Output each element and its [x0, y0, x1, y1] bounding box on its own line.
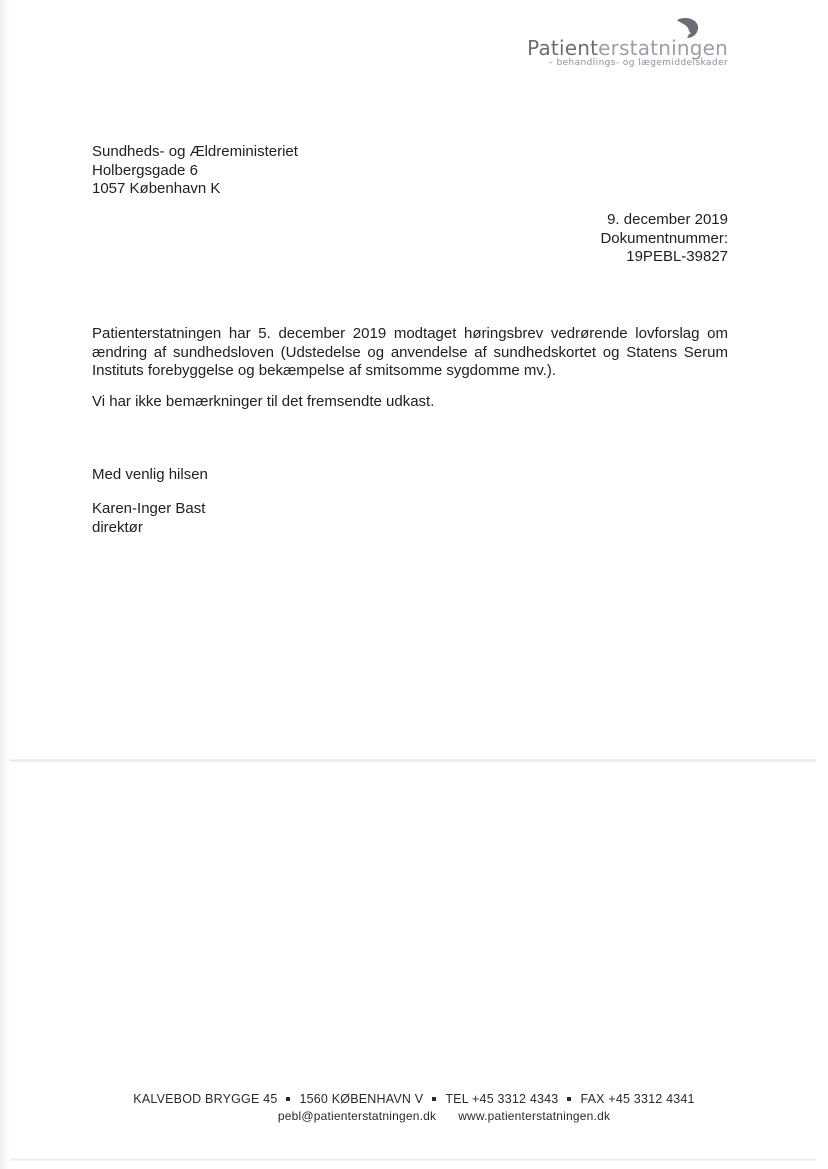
signer-title: direktør [92, 518, 143, 536]
footer-postal: 1560 KØBENHAVN V [299, 1092, 424, 1106]
recipient-address [92, 143, 298, 199]
bullet-separator-icon [286, 1097, 290, 1101]
logo-tagline: – behandlings- og lægemiddelskader [548, 58, 728, 68]
footer-email: pebl@patienterstatningen.dk [277, 1109, 437, 1123]
recipient-street: Holbergsgade 6 [92, 161, 198, 179]
letter-body [92, 325, 728, 423]
body-paragraph: Patienterstatningen har 5. december 2019 modtaget høringsbrev vedrørende lovforslag om ændring af sundhedsloven (Udstedelse og anvendelse af sundhedskortet og Statens Serum Instituts forebyggelse og bekæmpelse af smitsomme sygdomme mv.). [92, 325, 728, 379]
letter-date: 9. december 2019 [607, 211, 728, 228]
footer-phone: TEL +45 3312 4343 [445, 1092, 559, 1106]
footer-contact-line [0, 1092, 828, 1106]
letter-footer [0, 1092, 828, 1123]
signer-block [92, 500, 205, 537]
body-paragraph: Vi har ikke bemærkninger til det fremsendte udkast. [92, 392, 435, 410]
footer-website: www.patienterstatningen.dk [458, 1109, 611, 1123]
bullet-separator-icon [432, 1097, 436, 1101]
document-number-label: Dokumentnummer: [600, 229, 728, 247]
closing-greeting: Med venlig hilsen [92, 466, 208, 483]
recipient-city: 1057 København K [92, 180, 221, 197]
document-number: 19PEBL-39827 [626, 248, 728, 265]
footer-address: KALVEBOD BRYGGE 45 [133, 1092, 278, 1106]
company-logo [527, 14, 728, 68]
recipient-name: Sundheds- og Ældreministeriet [92, 143, 298, 160]
leaf-logo-icon [674, 16, 700, 40]
scan-fold-line [10, 759, 816, 762]
footer-fax: FAX +45 3312 4341 [580, 1092, 695, 1106]
scan-left-edge [0, 0, 10, 1169]
footer-web-line [0, 1109, 828, 1123]
scan-bottom-line [10, 1158, 816, 1161]
logo-wordmark: Patienterstatningen [527, 36, 728, 60]
bullet-separator-icon [567, 1097, 571, 1101]
letter-meta [600, 211, 728, 267]
signer-name: Karen-Inger Bast [92, 500, 206, 517]
